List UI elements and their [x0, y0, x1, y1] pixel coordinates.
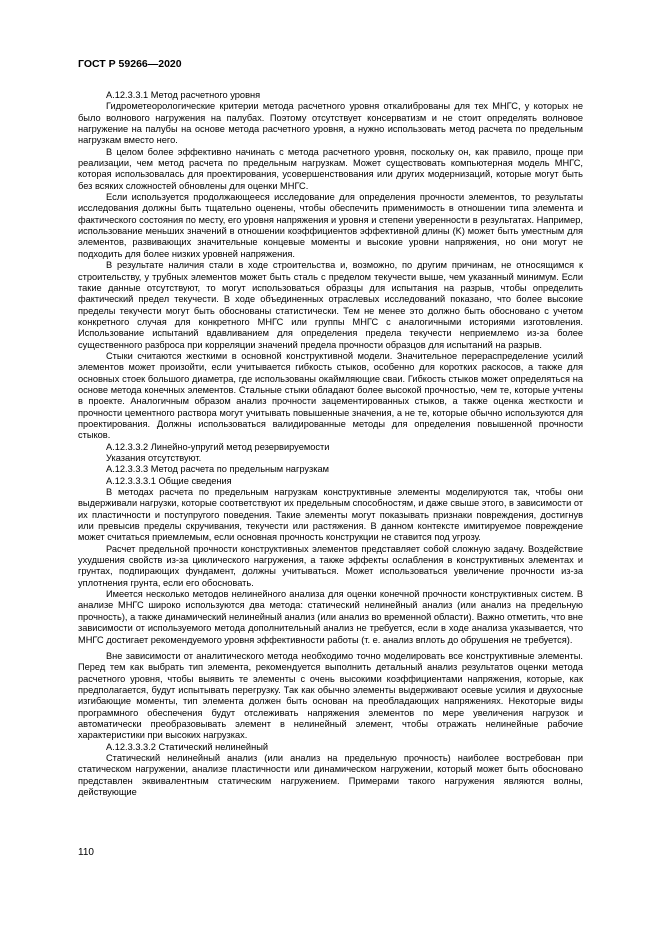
section-heading: А.12.3.3.3 Метод расчета по предельным нагрузкам [106, 464, 329, 475]
paragraph: В результате наличия стали в ходе строительства и, возможно, по другим причинам, не относящимся к строительству, у трубных элементов может быть сталь с пределом текучести выше, чем указанный минимум. Если такие данные отсутствуют, то могут использоваться образцы для испытания на разрыв, чтобы определить фактический предел текучести. В ходе объединенных отраслевых исследований показано, что более высокие пределы текучести могут быть обоснованы статистически. Тем не менее это должно быть обосновано с учетом конкретного случая для конкретного МНГС или группы МНГС с аналогичными историями изготовления. Использование испытаний вдавливанием для определения предела текучести неприемлемо из-за более существенного разброса при корреляции значений предела прочности образцов для испытаний на разрыв. [78, 260, 583, 350]
paragraph: В целом более эффективно начинать с метода расчетного уровня, поскольку он, как правило, проще при реализации, чем метод расчета по предельным нагрузкам. Может существовать компьютерная модель МНГС, которая использовалась для проектирования, усовершенствования или других модернизаций, которые могут быть без всяких сложностей обновлены для оценки МНГС. [78, 146, 583, 191]
paragraph: Статический нелинейный анализ (или анализ на предельную прочность) наиболее востребован при статическом нагружении, анализе пластичности или динамическом нагружении, который может быть обосновано представлен эквивалентным статическим нагружением. Примерами такого нагружения являются волны, действующие [78, 752, 583, 797]
section-heading: А.12.3.3.1 Метод расчетного уровня [106, 90, 261, 100]
document-header: ГОСТ Р 59266—2020 [78, 58, 182, 70]
paragraph: Имеется несколько методов нелинейного анализа для оценки конечной прочности конструктивных систем. В анализе МНГС широко используются два метода: статический нелинейный анализ (или анализ на предельную прочность), а также динамический нелинейный анализ (или анализ во временной области). Важно отметить, что вне зависимости от используемого метода дополнительный анализ не требуется, если в ходе анализа указывается, что МНГС достигает рекомендуемого уровня эффективности работы (т. е. анализ вплоть до обрушения не требуется). [78, 589, 583, 645]
paragraph: Указания отсутствуют. [106, 453, 202, 463]
paragraph: Вне зависимости от аналитического метода необходимо точно моделировать все конструктивные элементы. Перед тем как выбрать тип элемента, рекомендуется выполнить детальный анализ результатов оценки метода расчетного уровня, чтобы выявить те элементы с очень высокими коэффициентами напряжения, которые, как предполагается, будут испытывать перегрузку. Так как обычно элементы выдерживают осевые усилия и двухосные изгибающие моменты, тип элемента должен быть основан на преобладающих напряжениях. Некоторые виды программного обеспечения будут отслеживать напряжения элементов по мере увеличения нагрузок и автоматически преобразовывать элемент в нелинейный элемент, чтобы отражать нелинейные рабочие характеристики при высоких нагрузках. [78, 650, 583, 741]
paragraph: Расчет предельной прочности конструктивных элементов представляет собой сложную задачу. Воздействие ухудшения свойств из-за циклического нагружения, а также эффекты ослабления в конструктивных элементах и грунтах, подпирающих фундамент, должны учитываться. Может использоваться увеличение прочности из-за уплотнения грунта, если его обосновать. [78, 543, 583, 588]
paragraph: Гидрометеорологические критерии метода расчетного уровня откалиброваны для тех МНГС, у которых не было волнового нагружения на палубах. Поэтому отсутствует консерватизм и не стоит определять волновое нагружение на палубы на основе метода расчетного уровня, а нужно использовать метод расчета по предельным нагрузкам вместо него. [78, 101, 583, 146]
paragraph: В методах расчета по предельным нагрузкам конструктивные элементы моделируются так, чтобы они выдерживали нагрузки, которые соответствуют их предельным способностям, и даже свыше этого, в зависимости от их пластичности и поступругого поведения. Такие элементы могут показывать признаки повреждения, достигнув или превысив пределы скручивания, текучести или растяжения. В данном контексте имитируемое повреждение может считаться приемлемым, если основная прочность конструкции не ставится под угрозу. [78, 487, 583, 543]
section-heading: А.12.3.3.2 Линейно-упругий метод резервируемости [106, 441, 330, 452]
paragraph: Если используется продолжающееся исследование для определения прочности элементов, то результаты исследования должны быть тщательно оценены, чтобы обеспечить применимость в отношении типа элемента и фактического состояния по месту, его уровня напряжения и уровня и степени уверенности в результатах. Например, использование меньших значений в отношении коэффициентов эффективной длины (K) может быть уместным для элементов, развивающих значительные концевые моменты и высокие уровни напряжения, но они могут не подходить для более низких уровней напряжения. [78, 192, 583, 259]
page-number: 110 [78, 847, 94, 858]
section-heading: А.12.3.3.3.2 Статический нелинейный [106, 741, 269, 752]
paragraph: Стыки считаются жесткими в основной конструктивной модели. Значительное перераспределение усилий элементов может произойти, если учитывается гибкость стыков, особенно для коротких раскосов, а также для основных стоек большого диаметра, где использованы окаймляющие сваи. Гибкость стыков может определяться на основе метода конечных элементов. Стальные стыки обладают более высокой прочностью, чем те, которые учтены в проекте. Аналогичным образом анализ прочности зацементированных стыков, а также оценка жесткости и прочности цементного раствора могут учитывать повышенные значения, а не те, которые обычно используются для проектирования. Должны использоваться валидированные методы для определения повышенной прочности стыков. [78, 350, 583, 441]
document-body [78, 90, 583, 798]
section-heading: А.12.3.3.3.1 Общие сведения [106, 475, 232, 486]
